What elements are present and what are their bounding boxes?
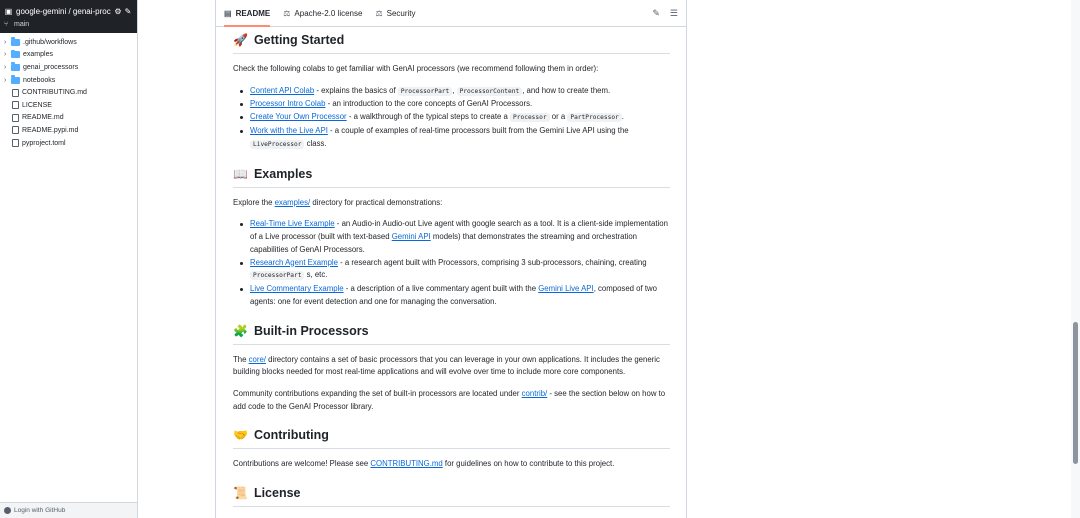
file-icon (12, 89, 19, 97)
scrollbar-thumb[interactable] (1073, 322, 1078, 464)
text: , (452, 85, 457, 95)
handshake-icon: 🤝 (233, 428, 248, 443)
heading-license (233, 480, 670, 507)
login-label: Login with GitHub (14, 507, 66, 514)
heading-text: License (253, 485, 301, 500)
paragraph (233, 197, 670, 210)
tab-label: Security (386, 8, 416, 18)
heading-text: Getting Started (253, 33, 345, 47)
chevron-right-icon: › (4, 63, 7, 71)
file-icon (12, 114, 19, 122)
list-item (250, 98, 670, 111)
heading-built-in-processors (233, 318, 670, 345)
paragraph (233, 388, 670, 413)
file-icon (12, 126, 19, 134)
tab-label: README (235, 8, 271, 18)
text: models) that demonstrates the streaming and orchestration capabilities of GenAI Processors. (250, 231, 638, 254)
tree-item-notebooks[interactable] (0, 74, 137, 87)
link-gemini-api[interactable]: Gemini API (391, 231, 431, 241)
text: directory contains a set of basic processors that you can leverage in your own applications. It includes the generic building blocks needed for most real-time applications and will evolve over time to include more core components. (233, 354, 660, 377)
folder-icon (11, 51, 20, 58)
link-processor-intro-colab[interactable]: Processor Intro Colab (250, 99, 326, 109)
text: or a (549, 112, 568, 122)
link-contributing-md[interactable]: CONTRIBUTING.md (370, 459, 443, 469)
paragraph: Check the following colabs to get familiar with GenAI processors (we recommend following them in order): (233, 64, 599, 73)
heading-examples (233, 161, 670, 188)
scale-icon: ⚖ (283, 8, 291, 18)
tree-item-label: README.pypi.md (22, 126, 79, 134)
link-live-commentary-example[interactable]: Live Commentary Example (250, 284, 344, 294)
list-item (250, 283, 670, 309)
text: , composed of two agents: one for event detection and one for managing the conversation. (250, 284, 657, 306)
settings-icon[interactable]: ⚙ (114, 6, 122, 16)
link-gemini-live-api[interactable]: Gemini Live API (538, 284, 594, 294)
repo-header (0, 0, 137, 33)
tree-item-label: .github/workflows (23, 38, 77, 46)
heading-text: Examples (253, 166, 313, 181)
scroll-icon: 📜 (233, 485, 248, 500)
file-icon (12, 101, 19, 109)
chevron-right-icon: › (4, 76, 7, 84)
text: directory for practical demonstrations: (310, 197, 443, 207)
readme-tabs (216, 0, 686, 27)
outline-icon[interactable]: ☰ (669, 8, 678, 18)
chevron-right-icon: › (4, 51, 7, 59)
text: - an introduction to the core concepts of GenAI Processors. (325, 99, 533, 109)
text: . (621, 112, 624, 122)
tree-item-label: examples (23, 51, 53, 59)
text: The (233, 354, 249, 364)
tree-item-genai-processors[interactable] (0, 61, 137, 74)
code: LiveProcessor (250, 140, 304, 149)
link-create-your-own-processor[interactable]: Create Your Own Processor (250, 112, 347, 122)
link-core-dir[interactable]: core/ (248, 354, 266, 364)
list-item (250, 257, 670, 284)
tree-item-readme-pypi[interactable] (0, 124, 137, 137)
branch-icon: ⑂ (4, 20, 9, 28)
text: Explore the (233, 197, 275, 207)
file-tree (0, 33, 137, 149)
readme-panel (215, 0, 687, 518)
scale-icon: ⚖ (375, 8, 383, 18)
heading-getting-started (233, 27, 670, 54)
heading-contributing (233, 422, 670, 449)
folder-icon (11, 39, 20, 46)
list-item (250, 125, 670, 152)
tree-item-pyproject[interactable] (0, 137, 137, 150)
tab-security[interactable] (375, 0, 415, 27)
tab-label: Apache-2.0 license (294, 8, 363, 18)
text: Community contributions expanding the set of built-in processors are located under (233, 388, 522, 398)
link-work-with-live-api[interactable]: Work with the Live API (250, 125, 328, 135)
text: class. (304, 138, 327, 148)
text: for guidelines on how to contribute to this project. (442, 459, 615, 469)
tree-item-contributing[interactable] (0, 86, 137, 99)
tree-item-label: CONTRIBUTING.md (22, 89, 87, 97)
code: ProcessorContent (457, 87, 523, 96)
folder-icon (11, 77, 20, 84)
book-icon: ▤ (224, 8, 232, 18)
text: - a couple of examples of real-time processors built from the Gemini Live API using the (327, 125, 629, 135)
puzzle-icon: 🧩 (233, 323, 248, 338)
chevron-right-icon: › (4, 38, 7, 46)
paragraph (233, 458, 670, 471)
list-item (250, 218, 670, 256)
heading-text: Built-in Processors (253, 323, 369, 338)
tree-item-github-workflows[interactable] (0, 36, 137, 49)
folder-icon (11, 64, 20, 71)
tree-item-label: LICENSE (22, 101, 52, 109)
code: ProcessorPart (398, 87, 452, 96)
tree-item-license[interactable] (0, 99, 137, 112)
tab-readme[interactable] (224, 0, 270, 27)
tree-item-readme[interactable] (0, 112, 137, 125)
tree-item-label: README.md (22, 114, 64, 122)
tree-item-label: pyproject.toml (22, 139, 66, 147)
code: ProcessorPart (250, 271, 304, 280)
list-item (250, 111, 670, 125)
github-icon (4, 507, 11, 514)
paragraph (233, 354, 670, 379)
repo-name[interactable]: google-gemini / genai-proc (16, 6, 111, 16)
text: s, etc. (304, 270, 328, 280)
book-emoji-icon: 📖 (233, 166, 248, 181)
colab-list (233, 85, 670, 152)
list-item (250, 85, 670, 99)
link-content-api-colab[interactable]: Content API Colab (250, 85, 315, 95)
code: Processor (510, 113, 550, 122)
text: - a walkthrough of the typical steps to create a (346, 112, 511, 122)
tree-item-examples[interactable] (0, 49, 137, 62)
text: Contributions are welcome! Please see (233, 459, 371, 469)
tree-item-label: genai_processors (23, 63, 79, 71)
heading-text: Contributing (253, 428, 329, 443)
readme-content (216, 27, 686, 507)
file-icon (12, 139, 19, 147)
link-research-agent-example[interactable]: Research Agent Example (250, 257, 338, 267)
text: , and how to create them. (522, 85, 611, 95)
login-with-github-button[interactable] (0, 502, 137, 518)
text: - a research agent built with Processors, comprising 3 sub-processors, chaining, creating (337, 257, 647, 267)
page-scrollbar[interactable] (1071, 0, 1080, 518)
file-tree-sidebar (0, 0, 138, 518)
examples-list (233, 218, 670, 309)
link-contrib-dir[interactable]: contrib/ (521, 388, 548, 398)
link-examples-dir[interactable]: examples/ (274, 197, 311, 207)
code: PartProcessor (567, 113, 621, 122)
text: - see the section below on how to add code to the GenAI Processor library. (233, 388, 666, 411)
text: - explains the basics of (314, 85, 398, 95)
tree-item-label: notebooks (23, 76, 56, 84)
pin-icon[interactable]: ✎ (124, 6, 132, 16)
tab-license[interactable] (283, 0, 362, 27)
text: - a description of a live commentary agent built with the (343, 284, 539, 294)
repo-icon: ▣ (4, 6, 13, 16)
edit-icon[interactable]: ✎ (652, 8, 660, 18)
text: - an Audio-in Audio-out Live agent with google search as a tool. It is a client-side implementation of a Live processor (built with text-based (250, 219, 668, 241)
branch-name[interactable]: main (14, 20, 30, 28)
rocket-icon: 🚀 (233, 33, 248, 47)
link-real-time-live-example[interactable]: Real-Time Live Example (250, 219, 335, 229)
